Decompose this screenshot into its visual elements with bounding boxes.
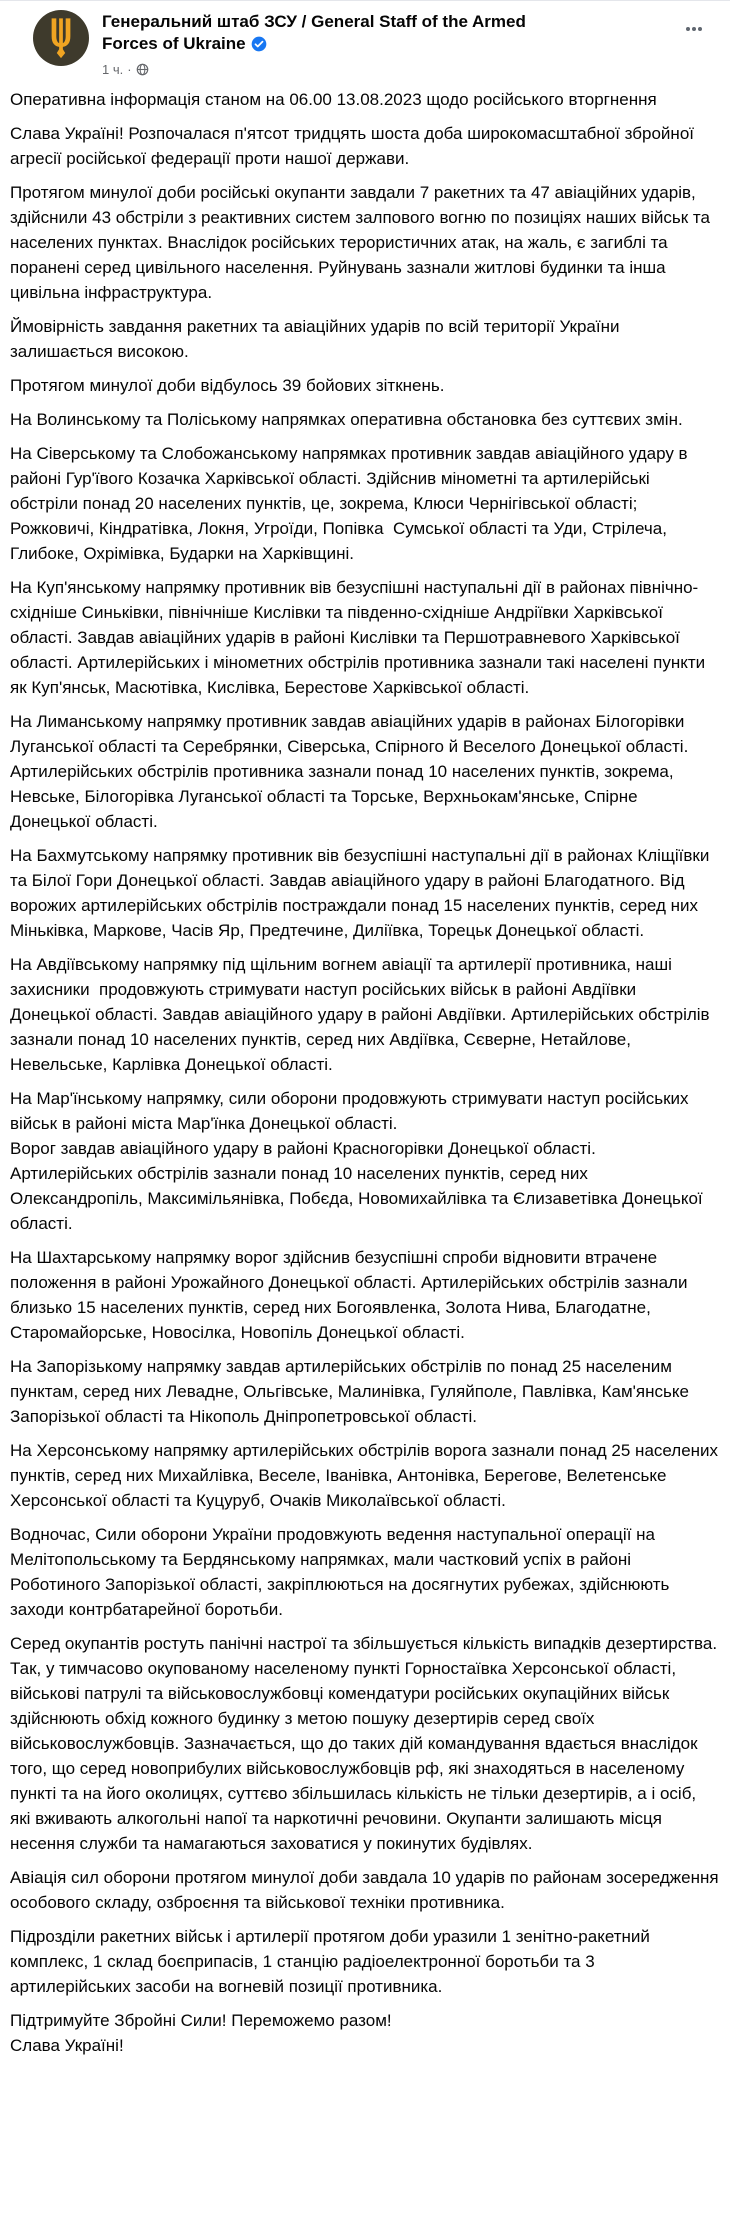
post-paragraph: Протягом минулої доби російські окупанти завдали 7 ракетних та 47 авіаційних ударів, здійснили 43 обстріли з реактивних систем залпового вогню по позиціях наших військ та населених пунктах. Внаслідок російських терористичних атак, на жаль, є загиблі та поранені серед цивільного населення. Руйнувань зазнали житлові будинки та інша цивільна інфраструктура. [10, 183, 715, 302]
post-paragraph: На Бахмутському напрямку противник вів безуспішні наступальні дії в районах Кліщіївки та Білої Гори Донецької області. Завдав авіаційного удару в районі Благодатного. Від ворожих артилерійських обстрілів постраждали понад 15 населених пунктів, серед них Міньківка, Маркове, Часів Яр, Предтечине, Диліївка, Торецьк Донецької області. [10, 846, 715, 940]
post-paragraph: Протягом минулої доби відбулось 39 бойових зіткнень. [10, 376, 445, 395]
tryzub-trident-icon [46, 16, 76, 60]
post-paragraph: На Лиманському напрямку противник завдав авіаційних ударів в районах Білогорівки Луганської області та Серебрянки, Сіверська, Спірного й Веселого Донецької області. Артилерійських обстрілів противника зазнали понад 10 населених пунктів, зокрема, Невське, Білогорівка Луганської області та Торське, Верхньокам'янське, Спірне Донецької області. [10, 712, 694, 831]
post-paragraph: Оперативна інформація станом на 06.00 13.08.2023 щодо російського вторгнення [10, 90, 657, 109]
post-body [0, 79, 730, 2058]
post-meta [102, 62, 582, 77]
post-paragraph: На Сіверському та Слобожанському напрямках противник завдав авіаційного удару в районі Гур'ївого Козачка Харківської області. Здійснив мінометні та артилерійські обстріли понад 20 населених пунктів, це, зокрема, Клюси Чернігівської області; Рожковичі, Кіндратівка, Локня, Угроїди, Попівка Сумської області та Уди, Стрілеча, Глибоке, Охрімівка, Бударки на Харківщині. [10, 444, 693, 563]
page-avatar[interactable] [33, 10, 89, 66]
ellipsis-icon [683, 18, 705, 40]
more-options-button[interactable] [678, 17, 710, 41]
post-paragraph: На Мар'їнському напрямку, сили оборони продовжують стримувати наступ російських військ в районі міста Мар'їнка Донецької області. Ворог завдав авіаційного удару в районі Красногорівки Донецької області. Артилерійських обстрілів зазнали понад 10 населених пунктів, серед них Олександропіль, Максимільянівка, Побєда, Новомихайлівка та Єлизаветівка Донецької області. [10, 1089, 703, 1233]
post-paragraph: Підрозділи ракетних військ і артилерії протягом доби уразили 1 зенітно-ракетний комплекс, 1 склад боєприпасів, 1 станцію радіоелектронної боротьби та 3 артилерійських засоби на вогневій позиції противника. [10, 1927, 655, 1996]
post-paragraph: Серед окупантів ростуть панічні настрої та збільшується кількість випадків дезертирства. Так, у тимчасово окупованому населеному пункті Горностаївка Херсонської області, військові патрулі та військовослужбовці комендатури російських окупаційних військ здійснюють обхід кожного будинку з метою пошуку дезертирів серед своїх військовослужбовців. Зазначається, що до таких дій командування вдається внаслідок того, що серед новоприбулих військовослужбовців рф, які знаходяться в населеному пункті та на його околицях, суттєво збільшилась кількість не тільки дезертирів, а і осіб, які вживають алкогольні напої та наркотичні речовини. Окупанти залишають місця несення служби та намагаються заховатися у покинутих будівлях. [10, 1634, 722, 1853]
post-paragraph: Водночас, Сили оборони України продовжують ведення наступальної операції на Мелітопольському та Бердянському напрямках, мали частковий успіх в районі Роботиного Запорізької області, закріплюються на досягнутих рубежах, здійснюють заходи контрбатарейної боротьби. [10, 1525, 675, 1619]
timestamp-link[interactable]: 1 ч. [102, 62, 124, 77]
post-paragraph: На Волинському та Поліському напрямках оперативна обстановка без суттєвих змін. [10, 410, 683, 429]
post-paragraph: На Куп'янському напрямку противник вів безуспішні наступальні дії в районах північно-східніше Синьківки, північніше Кислівки та південно-східніше Андріївки Харківської області. Завдав авіаційних ударів в районі Кислівки та Першотравневого Харківської області. Артилерійських і мінометних обстрілів противника зазнали такі населені пункти як Куп'янськ, Масютівка, Кислівка, Берестове Харківської області. [10, 578, 710, 697]
post-paragraph: Підтримуйте Збройні Сили! Переможемо разом! Слава Україні! [10, 2011, 392, 2055]
post-paragraph: На Авдіївському напрямку під щільним вогнем авіації та артилерії противника, наші захисники продовжують стримувати наступ російських військ в районі Авдіївки Донецької області. Завдав авіаційного удару в районі Авдіївки. Артилерійських обстрілів зазнали понад 10 населених пунктів, серед них Авдіївка, Сєверне, Нетайлове, Невельське, Карлівка Донецької області. [10, 955, 715, 1074]
meta-separator: · [127, 62, 132, 77]
globe-icon [136, 63, 149, 76]
post-paragraph: На Херсонському напрямку артилерійських обстрілів ворога зазнали понад 25 населених пунктів, серед них Михайлівка, Веселе, Іванівка, Антонівка, Берегове, Велетенське Херсонської області та Куцуруб, Очаків Миколаївської області. [10, 1441, 723, 1510]
post-paragraph: Ймовірність завдання ракетних та авіаційних ударів по всій території України залишається високою. [10, 317, 625, 361]
post-header [0, 1, 730, 79]
post-paragraph: Авіація сил оборони протягом минулої доби завдала 10 ударів по районам зосередження особового складу, озброєння та військової техніки противника. [10, 1868, 724, 1912]
post-paragraph: На Шахтарському напрямку ворог здійснив безуспішні спроби відновити втрачене положення в районі Урожайного Донецької області. Артилерійських обстрілів зазнали близько 15 населених пунктів, серед них Богоявленка, Золота Нива, Благодатне, Старомайорське, Новосілка, Новопіль Донецької області. [10, 1248, 693, 1342]
verified-badge-icon [251, 36, 267, 58]
post-paragraph: На Запорізькому напрямку завдав артилерійських обстрілів по понад 25 населеним пунктам, серед них Левадне, Ольгівське, Малинівка, Гуляйполе, Павлівка, Кам'янське Запорізької області та Нікополь Дніпропетровської області. [10, 1357, 694, 1426]
header-text [102, 10, 582, 77]
post-paragraph: Слава Україні! Розпочалася п'ятсот тридцять шоста доба широкомасштабної збройної агресії російської федерації проти нашої держави. [10, 124, 699, 168]
page-name-link[interactable]: Генеральний штаб ЗСУ / General Staff of the Armed Forces of Ukraine [102, 12, 526, 53]
